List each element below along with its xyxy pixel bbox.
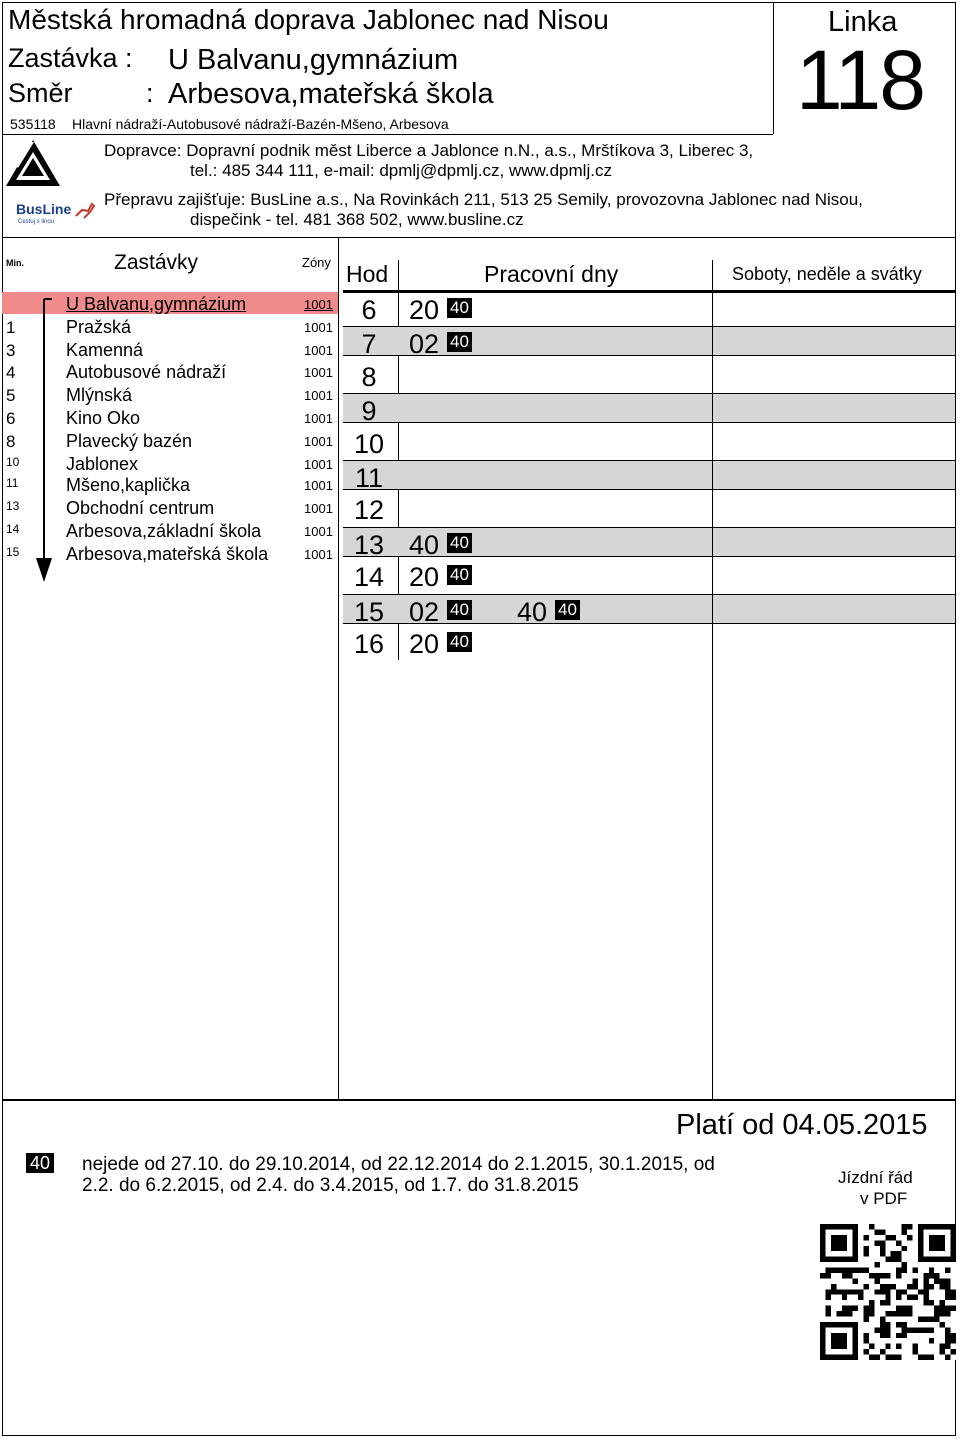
stop-zone: 1001 (304, 411, 333, 426)
stop-name: Jablonex (66, 454, 139, 474)
stop-zone: 1001 (304, 297, 333, 312)
stop-zone: 1001 (304, 457, 333, 472)
note-line-2: 2.2. do 6.2.2015, od 2.4. do 3.4.2015, od 1.7. do 31.8.2015 (82, 1175, 579, 1196)
stop-zone: 1001 (304, 388, 333, 403)
weekend-column-header: Soboty, neděle a svátky (732, 264, 922, 284)
route-description: Hlavní nádraží-Autobusové nádraží-Bazén-Mšeno, Arbesova (72, 116, 449, 132)
stop-zone: 1001 (304, 524, 333, 539)
stop-minutes: 11 (6, 476, 19, 490)
hour-row (343, 594, 955, 627)
route-code: 535118 (10, 116, 56, 132)
weekend-cell-divider (712, 293, 713, 323)
stop-name: U Balvanu,gymnázium (168, 44, 459, 76)
header-bottom-rule (2, 237, 956, 238)
hour-value: 16 (353, 629, 385, 659)
hour-row (343, 326, 955, 360)
stop-name: Kino Oko (66, 408, 141, 428)
note-line-1: nejede od 27.10. do 29.10.2014, od 22.12.2014 do 2.1.2015, 30.1.2015, od (82, 1154, 715, 1175)
departure-minute: 02 (409, 596, 440, 627)
note-marker: 40 (555, 600, 580, 620)
hour-row (343, 293, 955, 323)
deer-icon (74, 200, 96, 220)
hour-row (343, 560, 955, 593)
stop-name: Obchodní centrum (66, 498, 215, 518)
stop-minutes: 8 (6, 432, 16, 451)
pdf-label-line-1: Jízdní řád (838, 1168, 913, 1187)
current-stop-name: U Balvanu,gymnázium (66, 294, 247, 314)
stop-name: Plavecký bazén (66, 431, 193, 451)
stop-name: Pražská (66, 317, 132, 337)
weekend-cell-divider (712, 627, 713, 657)
stop-zone: 1001 (304, 343, 333, 358)
stop-zone: 1001 (304, 478, 333, 493)
stops-column-rule (338, 237, 339, 1099)
operator-line-1: Dopravce: Dopravní podnik měst Liberce a Jablonce n.N., a.s., Mrštíkova 3, Liberec 3, (104, 141, 754, 160)
stop-minutes: 10 (6, 455, 20, 469)
direction-name: Arbesova,mateřská škola (168, 78, 494, 110)
stop-minutes: 15 (6, 545, 20, 559)
weekend-cell-divider (712, 528, 713, 556)
hour-value: 11 (354, 463, 384, 493)
note-marker: 40 (447, 533, 472, 553)
departure-minute: 40 (517, 596, 548, 627)
valid-from: Platí od 04.05.2015 (676, 1109, 928, 1141)
hour-value: 6 (361, 295, 377, 325)
weekend-cell-divider (712, 493, 713, 523)
weekend-cell-divider (712, 560, 713, 590)
busline-tagline: Cestuj s linou (18, 219, 55, 225)
stop-name: Mšeno,kaplička (66, 475, 191, 495)
stop-name: Arbesova,mateřská škola (66, 544, 269, 564)
line-number: 118 (796, 33, 924, 127)
min-column-header: Min. (6, 258, 24, 268)
hour-value: 9 (361, 396, 377, 427)
hour-value: 10 (353, 428, 385, 459)
note-marker: 40 (447, 565, 472, 585)
stop-zone: 1001 (304, 365, 333, 380)
carrier-line-1: Přepravu zajišťuje: BusLine a.s., Na Rovinkách 211, 513 25 Semily, provozovna Jablonec nad Nisou, (104, 190, 863, 209)
stop-minutes: 1 (6, 318, 16, 337)
stop-minutes: 5 (6, 386, 16, 405)
hour-value: 8 (361, 361, 377, 392)
stop-name: Kamenná (66, 340, 144, 360)
line-box-divider (773, 2, 774, 134)
note-marker: 40 (447, 298, 472, 318)
note-marker: 40 (447, 632, 472, 652)
dpmlj-logo-icon (4, 138, 62, 190)
departure-minute: 20 (409, 295, 440, 325)
weekend-cell-divider (712, 427, 713, 457)
departure-minute: 20 (409, 562, 440, 593)
stop-name: Mlýnská (66, 385, 133, 405)
stop-name: Arbesova,základní škola (66, 521, 262, 541)
weekend-cell-divider (712, 360, 713, 390)
company-title: Městská hromadná doprava Jablonec nad Nisou (8, 4, 609, 35)
hour-row (343, 460, 955, 493)
stop-zone: 1001 (304, 434, 333, 449)
stop-minutes: 6 (6, 409, 16, 428)
hour-row (343, 427, 955, 457)
stop-minutes: 13 (6, 499, 20, 513)
departure-minute: 20 (409, 629, 440, 659)
departure-minute: 40 (409, 529, 440, 560)
direction-colon: : (146, 78, 154, 108)
hour-row (343, 360, 955, 390)
hour-row (343, 493, 955, 526)
note-marker: 40 (447, 600, 472, 620)
weekdays-column-header: Pracovní dny (484, 261, 619, 287)
busline-logo-text: BusLine (16, 201, 72, 217)
weekend-cell-divider (712, 394, 713, 422)
busline-logo (16, 198, 96, 228)
hour-value: 14 (353, 562, 385, 593)
stop-zone: 1001 (304, 320, 333, 335)
qr-code-icon[interactable] (820, 1224, 956, 1360)
weekend-cell-divider (712, 461, 713, 489)
header-divider (2, 134, 773, 135)
stop-zone: 1001 (304, 501, 333, 516)
pdf-label-line-2: v PDF (860, 1189, 908, 1208)
stops-column-header: Zastávky (114, 251, 199, 274)
line-label: Linka (828, 6, 898, 38)
carrier-line-2: dispečink - tel. 481 368 502, www.busline.cz (190, 210, 524, 229)
departure-minute: 02 (409, 329, 440, 360)
note-badge: 40 (26, 1153, 54, 1173)
direction-label: Směr (8, 78, 73, 108)
zones-column-header: Zóny (302, 255, 331, 270)
stop-zone: 1001 (304, 547, 333, 562)
hour-value: 7 (361, 329, 377, 360)
hour-value: 12 (353, 495, 385, 526)
hour-column-header: Hod (346, 261, 389, 287)
operator-line-2: tel.: 485 344 111, e-mail: dpmlj@dpmlj.cz, www.dpmlj.cz (190, 161, 612, 180)
weekend-cell-divider (712, 327, 713, 355)
hour-row (343, 627, 955, 657)
stop-minutes: 14 (6, 522, 20, 536)
stop-name: Autobusové nádraží (66, 362, 227, 382)
weekend-cell-divider (712, 595, 713, 623)
hour-row (343, 393, 955, 427)
hour-value: 15 (353, 596, 385, 627)
direction-arrow-icon (32, 296, 56, 586)
stop-minutes: 3 (6, 341, 16, 360)
hour-row (343, 527, 955, 560)
stop-label: Zastávka : (8, 43, 133, 73)
hour-value: 13 (353, 529, 385, 560)
footer-rule (2, 1099, 956, 1101)
stop-minutes: 4 (6, 363, 16, 382)
note-marker: 40 (447, 332, 472, 352)
